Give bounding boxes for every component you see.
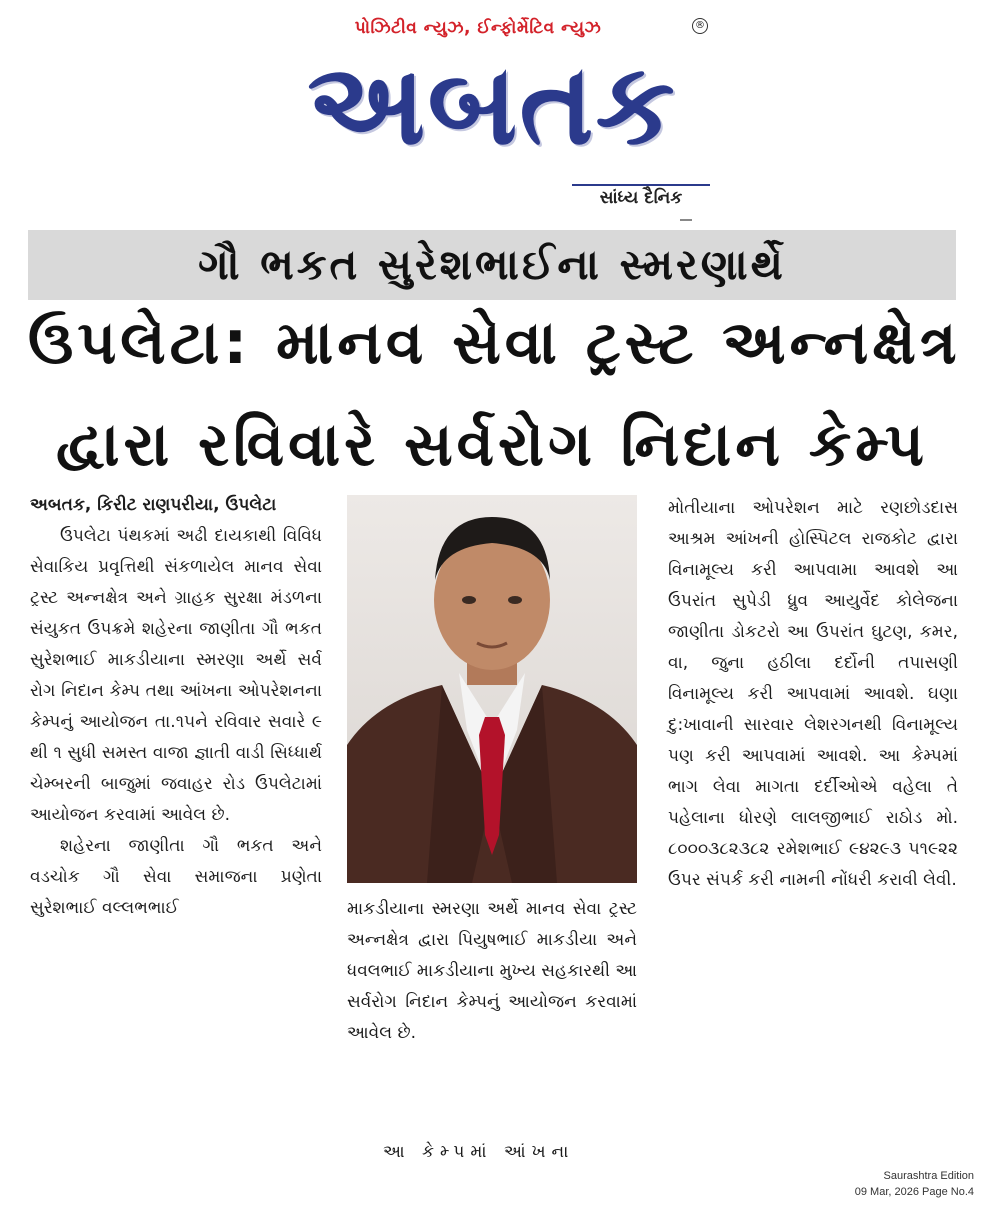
headline-line-2: દ્વારા રવિવારે સર્વરોગ નિદાન કેમ્પ xyxy=(56,410,928,480)
masthead xyxy=(262,14,722,214)
registered-trademark-icon: ® xyxy=(692,18,708,34)
portrait-illustration xyxy=(347,495,637,883)
date-page-label: 09 Mar, 2026 Page No.4 xyxy=(854,1186,974,1198)
article-byline: અબતક, કિરીટ રાણપરીયા, ઉપલેટા xyxy=(30,495,277,515)
headline-line-1: ઉપલેટા: માનવ સેવા ટ્રસ્ટ અન્નક્ષેત્ર xyxy=(28,308,961,378)
article-paragraph-1: ઉપલેટા પંથકમાં અઢી દાયકાથી વિવિધ સેવાકિય પ્રવૃત્તિથી સંકળાયેલ માનવ સેવા ટ્રસ્ટ અન્નક્ષેત્ર અને ગ્રાહક સુરક્ષા મંડળના સંયુકત ઉપક્રમે શહેરના જાણીતા ગૌ ભકત સુરેશભાઈ માકડીયાના સ્મરણા અર્થે સર્વ રોગ નિદાન કેમ્પ તથા આંખના ઓપરેશનના કેમ્પનું આયોજન તા.૧૫ને રવિવાર સવારે ૯ થી ૧ સુધી સમસ્ત વાજા જ્ઞાતી વાડી સિધ્ધાર્થ ચેમ્બરની બાજુમાં જવાહર રોડ ઉપલેટામાં આયોજન કરવામાં આવેલ છે. xyxy=(30,526,322,825)
article-paragraph-2: શહેરના જાણીતા ગૌ ભકત અને વડચોક ગૌ સેવા સમાજના પ્રણેતા સુરેશભાઈ વલ્લભભાઈ xyxy=(30,836,322,918)
article-kicker: ગૌ ભકત સુરેશભાઈના સ્મરણાર્થે xyxy=(28,230,956,300)
masthead-tagline: પોઝિટીવ ન્યુઝ, ઈન્ફોર્મેટિવ ન્યુઝ xyxy=(354,18,602,38)
newspaper-logo: અબતક xyxy=(307,40,677,170)
subhead-rule xyxy=(572,184,710,186)
article-column-1 xyxy=(30,490,322,924)
page-footer xyxy=(855,1168,974,1200)
masthead-subhead: સાંધ્ય દૈનિક xyxy=(599,188,683,208)
decorative-mark xyxy=(680,214,692,221)
article-column-2-tail: આ કેમ્પમાં આંખના xyxy=(383,1142,575,1162)
article-column-3 xyxy=(668,493,958,896)
edition-label: Saurashtra Edition xyxy=(883,1170,974,1182)
article-paragraph-3: મોતીયાના ઓપરેશન માટે રણછોડદાસ આશ્રમ આંખની હોસ્પિટલ રાજકોટ દ્વારા વિનામૂલ્ય કરી આપવામા આવશે આ ઉપરાંત સુપેડી ધ્રુવ આયુર્વેદ કોલેજના જાણીતા ડોકટરો આ ઉપરાંત ઘુટણ, કમર, વા, જુના હઠીલા દર્દોની તપાસણી વિનામૂલ્ય કરી આપવામાં આવશે. ઘણા દુ:ખાવાની સારવાર લેશરગનથી વિનામૂલ્ય પણ કરી આપવામાં આવશે. આ કેમ્પમાં ભાગ લેવા માગતા દર્દીઓએ વહેલા તે પહેલાના ધોરણે લાલજીભાઈ રાઠોડ મો. ૮૦૦૦૩૮૨૩૮૨ રમેશભાઈ ૯૪૨૯૩ ૫૧૯૨૨ ઉપર સંપર્ક કરી નામની નોંધરી કરાવી લેવી. xyxy=(668,498,958,890)
portrait-photo xyxy=(347,495,637,883)
photo-caption: માકડીયાના સ્મરણા અર્થે માનવ સેવા ટ્રસ્ટ અન્નક્ષેત્ર દ્વારા પિયુષભાઈ માકડીયા અને ધવલભાઈ માકડીયાના મુખ્ય સહકારથી આ સર્વરોગ નિદાન કેમ્પનું આયોજન કરવામાં આવેલ છે. xyxy=(347,899,638,1043)
